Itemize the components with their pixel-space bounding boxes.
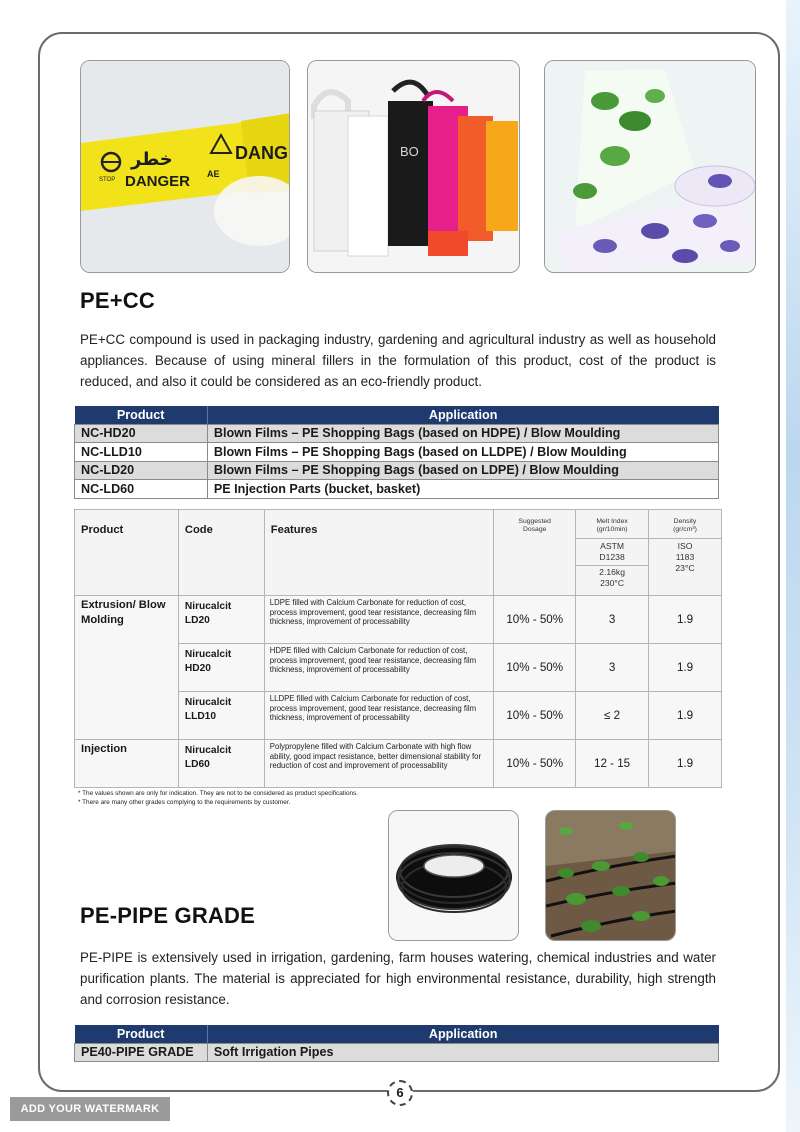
product-cell: NC-LD60: [75, 480, 208, 499]
application-cell: PE Injection Parts (bucket, basket): [207, 480, 718, 499]
density-cell: 1.9: [649, 596, 722, 644]
dosage-cell: 10% - 50%: [494, 740, 576, 788]
features-cell: HDPE filled with Calcium Carbonate for reduction of cost, process improvement, good tear resistance, decreasing film thickness, improvement of processability: [264, 644, 493, 692]
pe-pipe-description: PE-PIPE is extensively used in irrigation, gardening, farm houses watering, chemical industries and water purification plants. The material is appreciated for high environmental resistance, durability, high strength and corrosion resistance.: [80, 950, 716, 1007]
melt-index-cell: 3: [576, 596, 649, 644]
note-line: * There are many other grades complying to the requirements by customer.: [78, 799, 291, 806]
side-accent-strip: [786, 0, 800, 1132]
pe-cc-title: PE+CC: [80, 288, 155, 313]
density-temp: 23°C: [675, 563, 695, 573]
pe-pipe-title: PE-PIPE GRADE: [80, 903, 255, 928]
header-application: Application: [207, 406, 718, 424]
svg-text:AE: AE: [207, 169, 220, 179]
spec-header-density: Density (gr/cm³): [673, 518, 697, 533]
application-cell: Blown Films – PE Shopping Bags (based on HDPE) / Blow Moulding: [207, 424, 718, 443]
density-method: 1183: [675, 552, 695, 562]
table-row: [75, 1043, 719, 1062]
photo-pipe-coil: [388, 810, 519, 941]
spec-header-dosage: Suggested Dosage: [518, 518, 551, 533]
density-cell: 1.9: [649, 740, 722, 788]
spec-row: [75, 596, 722, 644]
svg-text:DANG: DANG: [235, 143, 288, 163]
melt-index-cell: 3: [576, 644, 649, 692]
watermark-label: ADD YOUR WATERMARK: [10, 1097, 170, 1121]
category-cell: Injection: [75, 740, 179, 788]
dosage-cell: 10% - 50%: [494, 596, 576, 644]
features-cell: LDPE filled with Calcium Carbonate for reduction of cost, process improvement, good tear resistance, decreasing film thickness, improvement of processability: [264, 596, 493, 644]
spec-header-code: Code: [178, 510, 264, 596]
header-product: Product: [75, 1025, 208, 1043]
spec-header-features: Features: [264, 510, 493, 596]
header-product: Product: [75, 406, 208, 424]
svg-text:خطر: خطر: [131, 149, 173, 170]
header-application: Application: [207, 1025, 718, 1043]
spec-table: [74, 509, 722, 788]
dosage-cell: 10% - 50%: [494, 692, 576, 740]
melt-index-method: D1238: [599, 552, 625, 562]
spec-notes: [78, 789, 358, 807]
pe-cc-application-table: [74, 406, 719, 499]
product-cell: PE40-PIPE GRADE: [75, 1043, 208, 1062]
table-row: [75, 424, 719, 443]
note-line: * The values shown are only for indication. They are not to be considered as product specifications.: [78, 790, 359, 797]
dosage-cell: 10% - 50%: [494, 644, 576, 692]
melt-index-standard: ASTM: [600, 541, 625, 551]
page-number: 6: [387, 1080, 413, 1106]
density-cell: 1.9: [649, 644, 722, 692]
features-cell: LLDPE filled with Calcium Carbonate for reduction of cost, process improvement, good tear resistance, decreasing film thickness, improvement of processability: [264, 692, 493, 740]
photo-printed-film-rolls: [544, 60, 756, 273]
density-cell: 1.9: [649, 692, 722, 740]
application-cell: Blown Films – PE Shopping Bags (based on LLDPE) / Blow Moulding: [207, 443, 718, 462]
table-row: [75, 443, 719, 462]
pe-cc-description: PE+CC compound is used in packaging industry, gardening and agricultural industry as well as household appliances. Because of using mineral fillers in the formulation of this product, cost of the product is reduced, and also it could be considered as an eco-friendly product.: [80, 332, 716, 389]
density-standard: ISO: [677, 541, 693, 551]
code-cell: Nirucalcit LLD10: [178, 692, 264, 740]
table-row: [75, 480, 719, 499]
application-cell: Soft Irrigation Pipes: [207, 1043, 718, 1062]
spec-header-product: Product: [75, 510, 179, 596]
product-cell: NC-HD20: [75, 424, 208, 443]
tape-danger-text: DANGER: [125, 173, 191, 190]
product-cell: NC-LD20: [75, 461, 208, 480]
table-row: [75, 461, 719, 480]
code-cell: Nirucalcit LD20: [178, 596, 264, 644]
svg-text:STOP: STOP: [99, 177, 116, 183]
category-cell: Extrusion/ Blow Molding: [75, 596, 179, 740]
spec-header-melt-index: Melt Index (gr/10min): [596, 518, 628, 533]
code-cell: Nirucalcit HD20: [178, 644, 264, 692]
pe-pipe-application-table: [74, 1025, 719, 1062]
photo-shopping-bags: [307, 60, 520, 273]
melt-index-temp: 230°C: [600, 578, 625, 588]
svg-text:BO: BO: [400, 144, 419, 159]
melt-index-cell: ≤ 2: [576, 692, 649, 740]
photo-danger-tape: [80, 60, 290, 273]
code-cell: Nirucalcit LD60: [178, 740, 264, 788]
features-cell: Polypropylene filled with Calcium Carbonate with high flow ability, good impact resistance, better dimensional stability for reduction of cost and improvement of processability: [264, 740, 493, 788]
application-cell: Blown Films – PE Shopping Bags (based on LDPE) / Blow Moulding: [207, 461, 718, 480]
product-cell: NC-LLD10: [75, 443, 208, 462]
melt-index-cell: 12 - 15: [576, 740, 649, 788]
spec-row: [75, 740, 722, 788]
melt-index-load: 2.16kg: [599, 567, 625, 577]
photo-drip-irrigation: [545, 810, 676, 941]
